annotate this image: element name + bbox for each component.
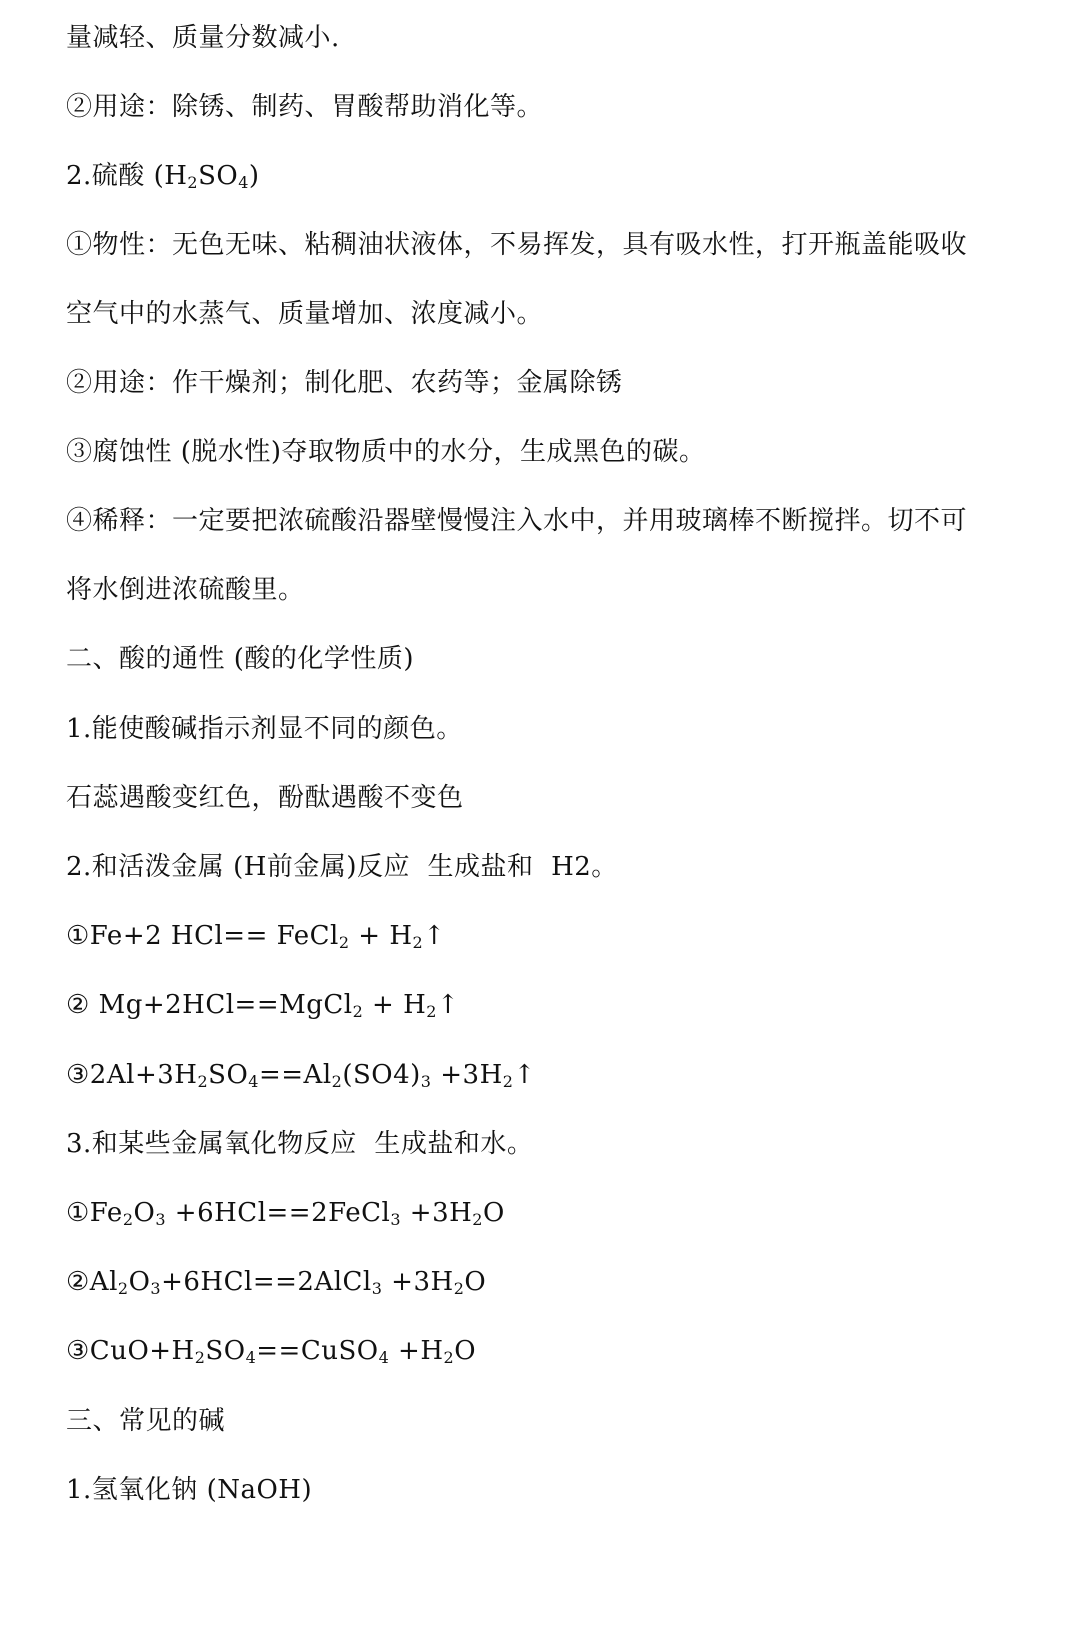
equation-line-20 [66,1333,1040,1369]
text-segment: O [133,1198,156,1228]
subscript: 2 [117,1279,129,1298]
text-segment: SO [205,1336,246,1366]
text-segment: ①Fe [66,1198,123,1228]
text-segment: SO [198,161,239,191]
subscript: 2 [352,1002,364,1021]
text-segment: ③2Al+3H [66,1060,198,1090]
text-segment: ↑ [423,921,446,951]
text-line-4 [66,227,1040,263]
text-segment: ③CuO+H [66,1336,195,1366]
subscript: 3 [371,1279,383,1298]
text-line-1 [66,20,1040,56]
text-line-2 [66,89,1040,125]
text-segment: 1.能使酸碱指示剂显不同的颜色。 [66,714,463,744]
text-segment: ==CuSO [256,1336,379,1366]
subscript: 2 [426,1002,437,1021]
subscript: 3 [420,1072,432,1091]
text-segment: +3H [401,1198,473,1228]
section-heading-acid-properties [66,641,1040,677]
text-segment: 2.和活泼金属 (H前金属)反应 生成盐和 H2。 [66,852,618,882]
text-line-17 [66,1126,1040,1162]
text-segment: ↑ [436,990,460,1020]
text-line-6 [66,365,1040,401]
subscript: 2 [331,1072,343,1091]
text-segment: 将水倒进浓硫酸里。 [66,575,305,605]
subscript: 2 [443,1348,455,1367]
text-segment: ↑ [513,1060,536,1090]
section-heading-common-bases [66,1403,1040,1439]
text-line-12 [66,780,1040,816]
text-line-7 [66,434,1040,470]
subscript: 2 [338,933,350,952]
subscript: 2 [197,1072,209,1091]
text-segment: ④稀释：一定要把浓硫酸沿器壁慢慢注入水中，并用玻璃棒不断搅拌。切不可 [66,506,968,536]
text-segment: 1.氢氧化钠 (NaOH) [66,1475,313,1505]
text-line-5 [66,296,1040,332]
text-line-8 [66,503,1040,539]
text-segment: +3H [382,1267,454,1297]
text-segment: (SO4) [342,1060,421,1090]
subscript: 4 [248,1072,259,1091]
subscript: 2 [187,173,199,192]
text-line-9 [66,572,1040,608]
text-segment: ③腐蚀性 (脱水性)夺取物质中的水分，生成黑色的碳。 [66,437,706,467]
subscript: 2 [472,1210,483,1229]
section-heading-sulfuric-acid [66,158,1040,194]
text-segment: ②用途：除锈、制药、胃酸帮助消化等。 [66,92,544,122]
subscript: 2 [194,1348,206,1367]
text-segment: O [464,1267,487,1297]
subscript: 2 [453,1279,465,1298]
text-segment: +3H [431,1060,503,1090]
text-segment: +6HCl==2FeCl [166,1198,391,1228]
subscript: 2 [502,1072,514,1091]
equation-line-14 [66,918,1040,954]
subscript: 3 [150,1279,162,1298]
subscript: 3 [390,1210,402,1229]
text-segment: O [128,1267,151,1297]
text-segment: + H [363,990,427,1020]
text-segment: ②Al [66,1267,118,1297]
equation-line-18 [66,1195,1040,1231]
text-segment: 三、常见的碱 [66,1406,226,1436]
subscript: 2 [122,1210,134,1229]
text-segment: O [482,1198,505,1228]
text-segment: SO [208,1060,249,1090]
text-segment: 空气中的水蒸气、质量增加、浓度减小。 [66,299,544,329]
text-segment: ② Mg+2HCl==MgCl [66,990,353,1020]
text-segment: 石蕊遇酸变红色，酚酞遇酸不变色 [66,783,464,813]
subscript: 2 [412,933,424,952]
text-segment: ②用途：作干燥剂；制化肥、农药等；金属除锈 [66,368,623,398]
text-segment: ①Fe+2 HCl== FeCl [66,921,339,951]
text-segment: + H [349,921,413,951]
text-segment: ①物性：无色无味、粘稠油状液体，不易挥发，具有吸水性，打开瓶盖能吸收 [66,230,968,260]
subscript: 4 [238,173,249,192]
equation-line-19 [66,1264,1040,1300]
text-segment: ==Al [258,1060,332,1090]
text-segment: +H [389,1336,444,1366]
text-segment: 二、酸的通性 (酸的化学性质) [66,644,415,674]
text-segment: ) [248,161,260,191]
subscript: 3 [155,1210,167,1229]
text-segment: 量减轻、质量分数减小. [66,23,340,53]
subscript: 4 [378,1348,390,1367]
text-segment: +6HCl==2AlCl [161,1267,372,1297]
section-heading-sodium-hydroxide [66,1472,1040,1508]
equation-line-15 [66,987,1040,1023]
text-segment: 3.和某些金属氧化物反应 生成盐和水。 [66,1129,534,1159]
text-line-11 [66,711,1040,747]
text-line-13 [66,849,1040,885]
text-segment: O [454,1336,477,1366]
subscript: 4 [245,1348,257,1367]
equation-line-16 [66,1057,1040,1093]
text-segment: 2.硫酸 (H [66,161,188,191]
